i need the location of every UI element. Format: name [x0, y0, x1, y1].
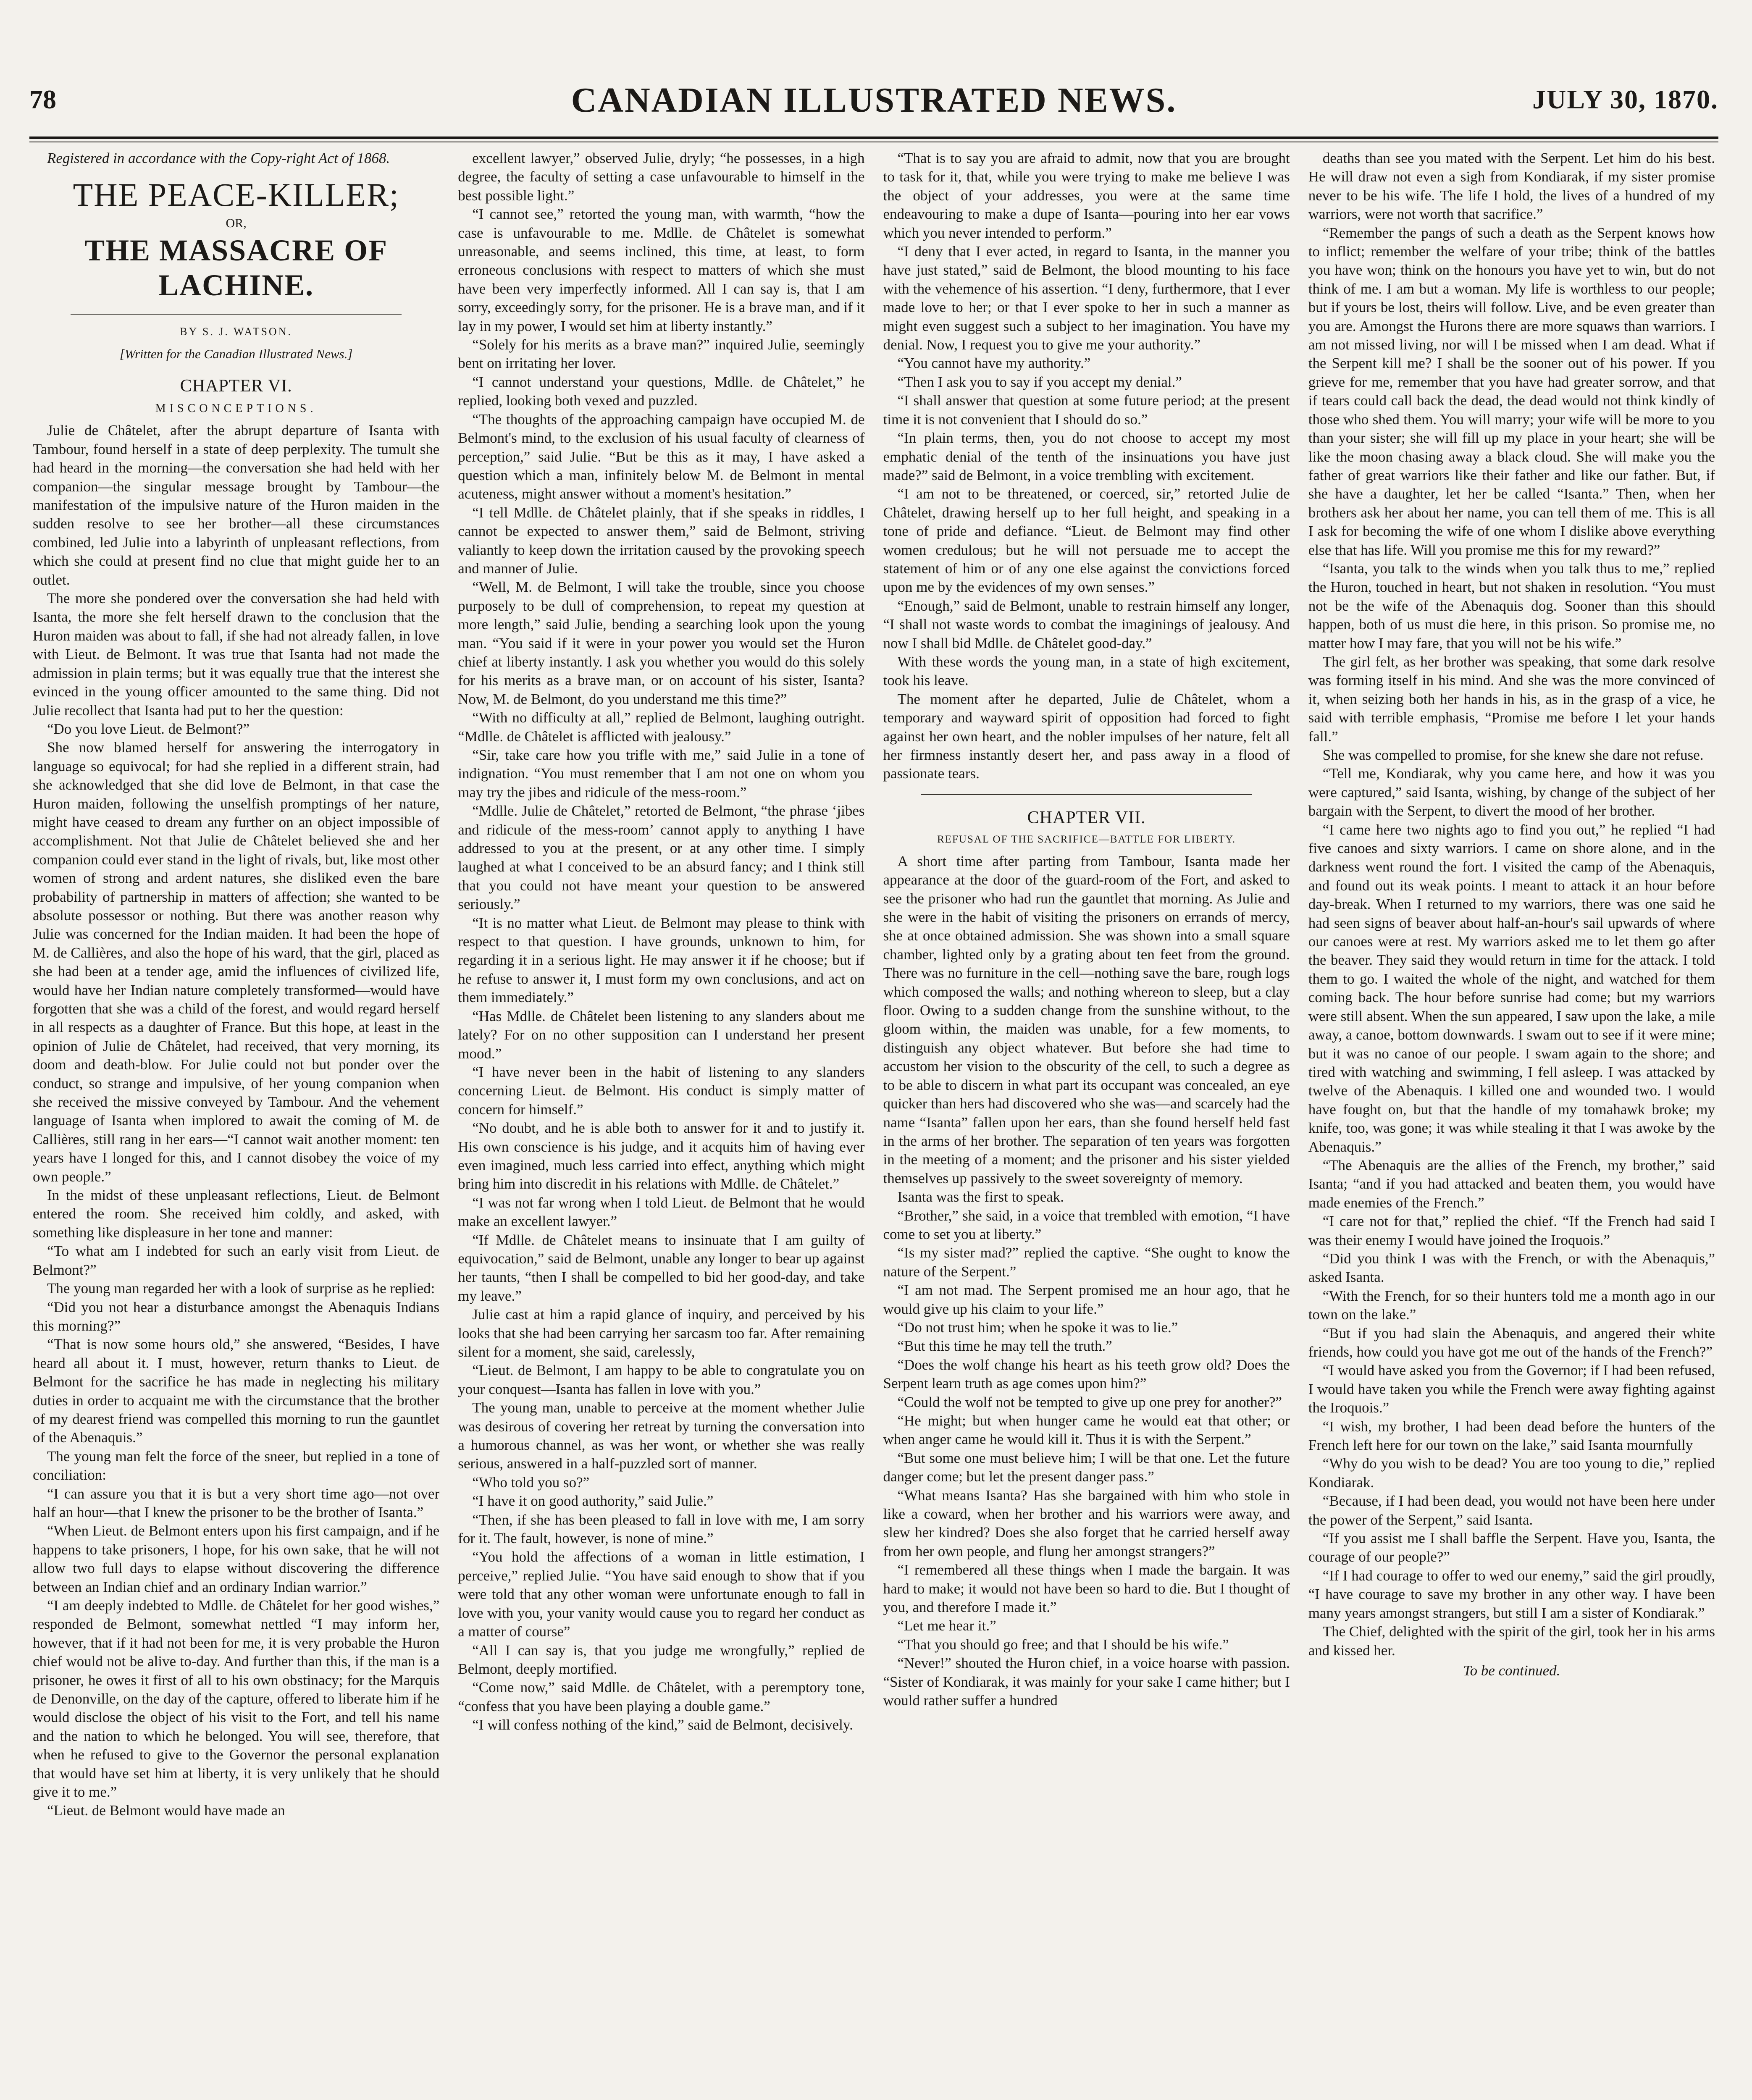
paragraph: “You hold the affections of a woman in little estimation, I perceive,” replied Julie. “You have said enough to show that if you were told that any other woman were unfortunate enough to fall in love with you, your vanity would cause you to regard her conduct as a matter of course” [458, 1549, 865, 1640]
paragraph: She was compelled to promise, for she knew she dare not refuse. [1322, 747, 1704, 763]
paragraph: “I wish, my brother, I had been dead before the hunters of the French left here for our town on the lake,” said Isanta mournfully [1308, 1418, 1715, 1454]
paragraph: “I will confess nothing of the kind,” said de Belmont, decisively. [472, 1717, 853, 1733]
masthead [29, 71, 1718, 134]
paragraph: Julie de Châtelet, after the abrupt departure of Isanta with Tambour, found herself in a state of deep perplexity. The tumult she had heard in the morning—the conversation she had held with her companion—the singular message brought by Tambour—the manifestation of the impulsive nature of the Huron maiden in the sudden resolve to see her brother—all these circumstances combined, led Julie into a labyrinth of unpleasant reflections, from which she could at present find no clue that might guide her to an outlet. [33, 422, 440, 588]
paragraph: The girl felt, as her brother was speaking, that some dark resolve was forming itself in his mind. And she was the more convinced of it, when seizing both her hands in his, as in the grasp of a vice, he said with terrible emphasis, “Promise me before I let your hands fall.” [1308, 653, 1715, 745]
paragraph: “Lieut. de Belmont, I am happy to be able to congratulate you on your conquest—Isanta has fallen in love with you.” [458, 1362, 865, 1397]
paragraph: “Do you love Lieut. de Belmont?” [47, 720, 250, 737]
paragraph: “Well, M. de Belmont, I will take the trouble, since you choose purposely to be dull of comprehension, to repeat my question at more length,” said Julie, bending a searching look upon the young man. “You said if it were in your power you would set the Huron chief at liberty instantly. I ask you whether you would do this solely for his merits as a brave man, or on account of his sister, Isanta? Now, M. de Belmont, do you understand me this time?” [458, 579, 865, 707]
newspaper-title: CANADIAN ILLUSTRATED NEWS. [571, 81, 1177, 120]
paragraph: “You cannot have my authority.” [897, 355, 1091, 372]
page-number: 78 [29, 84, 56, 114]
paragraph: “That you should go free; and that I should be his wife.” [897, 1636, 1229, 1653]
paragraph: “But if you had slain the Abenaquis, and angered their white friends, how could you have got me out of the hands of the French?” [1308, 1325, 1715, 1360]
paragraph: “Tell me, Kondiarak, why you came here, and how it was you were captured,” said Isanta, wishing, by change of the subject of her bargain with the Serpent, to divert the mood of her brother. [1308, 765, 1715, 819]
paragraph: “Has Mdlle. de Châtelet been listening to any slanders about me lately? For on no other supposition can I understand her present mood.” [458, 1008, 865, 1062]
paragraph: “Remember the pangs of such a death as the Serpent knows how to inflict; remember the welfare of your tribe; think of the battles you have won; think on the honours you have yet to win, but do not think of me. I am but a woman. My life is worthless to our people; but if yours be lost, theirs will follow. Live, and be even greater than you are. Amongst the Hurons there are more squaws than warriors. I am not missed living, nor will I be missed when I am dead. What if the Serpent kill me? I shall be the sooner out of his power. If you grieve for me, remember that you have had greater sorrow, and that if tears could call back the dead, the dead would not think kindly of those who shed them. You will marry; your wife will be more to you than your sister; she will fill up my place in your heart; she will be like the moon chasing away a black cloud. She will make you the father of great warriors like their father and like our father. But, if she have a daughter, let her be called “Isanta.” Then, when her brothers ask her about her name, you can tell them of me. This is all I ask for becoming the wife of one whom I dislike above everything else that has life. Will you promise me this for my reward?” [1308, 224, 1715, 558]
column-3 [880, 149, 1293, 2100]
paragraph: “Never!” shouted the Huron chief, in a voice hoarse with passion. “Sister of Kondiarak, it was mainly for your sake I came hither; but I would rather suffer a hundred [883, 1655, 1290, 1709]
paragraph: “It is no matter what Lieut. de Belmont may please to think with respect to that question. I have grounds, unknown to him, for regarding it in a serious light. He may answer it if he choose; but if he refuse to answer it, I must form my own conclusions, and act on them immediately.” [458, 914, 865, 1006]
paragraph: “I cannot understand your questions, Mdlle. de Châtelet,” he replied, looking both vexed and puzzled. [458, 373, 865, 409]
paragraph: “I remembered all these things when I made the bargain. It was hard to make; it would not have been so hard to die. But I thought of you, and therefore I made it.” [883, 1562, 1290, 1616]
paragraph: “What means Isanta? Has she bargained with him who stole in like a coward, when her brother and his warriors were away, and slew her kindred? Does she also forget that he carried herself away from her own people, and flung her amongst strangers?” [883, 1487, 1290, 1559]
article-columns [29, 149, 1718, 2100]
paragraph: “That is now some hours old,” she answered, “Besides, I have heard all about it. I must, however, return thanks to Lieut. de Belmont for the sacrifice he has made in neglecting his military duties in order to acquaint me with the circumstance that the brother of my dearest friend was compelled this morning to run the gauntlet of the Abenaquis.” [33, 1336, 440, 1446]
paragraph: “I came here two nights ago to find you out,” he replied “I had five canoes and sixty warriors. I came on shore alone, and in the darkness went round the fort. I visited the camp of the Abenaquis, and found out its weak points. I meant to attack it an hour before day-break. When I returned to my warriors, there was one said he had seen signs of beaver about half-an-hour's sail upwards of where our canoes were at rest. My warriors asked me to let them go after the beaver. They said they would return in time for the attack. I told them to go. I waited the whole of the night, and watched for them coming back. The hour before sunrise had come; but my warriors were still absent. When the sun appeared, I saw upon the lake, a mile away, a canoe, bottom downwards. I swam out to see if it were mine; but it was no canoe of our people. I swam again to the shore; and tired with watching and swimming, I fell asleep. I was attacked by twelve of the Abenaquis. I killed one and wounded two. I would have fought on, but that the handle of my tomahawk broke; my knife, too, was gone; it was while stealing it that I was awoke by the Abenaquis.” [1308, 821, 1715, 1155]
paragraph: “Did you think I was with the French, or with the Abenaquis,” asked Isanta. [1308, 1250, 1715, 1286]
paragraph: “I care not for that,” replied the chief. “If the French had said I was their enemy I would have joined the Iroquois.” [1308, 1213, 1715, 1248]
paragraph: “Did you not hear a disturbance amongst the Abenaquis Indians this morning?” [33, 1299, 440, 1334]
paragraph: “Then I ask you to say if you accept my denial.” [897, 373, 1182, 390]
paragraph: The more she pondered over the conversation she had held with Isanta, the more she felt herself drawn to the conclusion that the Huron maiden was about to fall, if she had not already fallen, in love with Lieut. de Belmont. It was true that Isanta had not made the admission in plain terms; but it was equally true that the interest she evinced in the young officer amounted to the same thing. Did not Julie recollect that Isanta had put to her the question: [33, 590, 440, 719]
paragraph: “With no difficulty at all,” replied de Belmont, laughing outright. “Mdlle. de Châtelet is afflicted with jealousy.” [458, 709, 865, 745]
paragraph: The young man felt the force of the sneer, but replied in a tone of conciliation: [33, 1448, 440, 1483]
paragraph: “I tell Mdlle. de Châtelet plainly, that if she speaks in riddles, I cannot be expected to answer them,” said de Belmont, striving valiantly to keep down the irritation caused by the provoking speech and manner of Julie. [458, 504, 865, 577]
paragraph: She now blamed herself for answering the interrogatory in language so equivocal; for had she replied in a different strain, had she acknowledged that she did love de Belmont, in that case the Huron maiden, following the unselfish promptings of her nature, might have ceased to dream any further on an object impossible of accomplishment. Not that Julie de Châtelet believed she and her companion could ever stand in the light of rivals, but, like most other women of strong and ardent natures, she disliked even the bare probability of partnership in matters of affection; she wanted to be absolute possessor or nothing. But there was another reason why Julie was concerned for the Indian maiden. It had been the hope of M. de Callières, and also the hope of his ward, that the girl, placed as she had been at a tender age, amid the influences of civilized life, would have her Indian nature completely transformed—would have forgotten that she was a child of the forest, and would regard herself in all respects as a daughter of France. But this hope, at least in the opinion of Julie de Châtelet, had received, that very morning, its doom and death-blow. For Julie could not but ponder over the conduct, so strange and impulsive, of her young companion when she received the missive conveyed by Tambour. And the vehement language of Isanta when implored to await the coming of M. de Callières, still rang in her ears—“I cannot wait another moment: ten years have I longed for this, and I cannot disobey the voice of my own people.” [33, 739, 440, 1185]
paragraph: The young man, unable to perceive at the moment whether Julie was desirous of covering her retreat by turning the conversation into a humorous channel, as was her wont, or whether she was really serious, answered in a half-puzzled sort of manner. [458, 1399, 865, 1472]
story-title: THE PEACE-KILLER; [73, 176, 399, 213]
paragraph: With these words the young man, in a state of high excitement, took his leave. [883, 653, 1290, 689]
paragraph: “He might; but when hunger came he would eat that other; or when anger came he would kill it. Thus it is with the Serpent.” [883, 1412, 1290, 1448]
paragraph: “I would have asked you from the Governor; if I had been refused, I would have taken you while the French were away fighting against the Iroquois.” [1308, 1362, 1715, 1416]
paragraph: “That is to say you are afraid to admit, now that you are brought to task for it, that, while you were trying to make me believe I was the object of your addresses, you were at the same time endeavouring to make a dupe of Isanta—pouring into her ear vows which you never intended to perform.” [883, 150, 1290, 241]
paragraph: “With the French, for so their hunters told me a month ago in our town on the lake.” [1308, 1287, 1715, 1323]
paragraph: “I am deeply indebted to Mdlle. de Châtelet for her good wishes,” responded de Belmont, somewhat nettled “I may inform her, however, that if it had not been for me, it is very probable the Huron chief would not be alive to-day. And further than this, if the man is a prisoner, he owes it first of all to his own obstinacy; for the Marquis de Denonville, on the day of the capture, offered to liberate him if he would disclose the object of his visit to the Fort, and tell his name and the nation to which he belonged. You will see, therefore, that when he refused to give to the Governor the personal explanation that would have set him at liberty, it is very unlikely that he should give it to me.” [33, 1597, 440, 1801]
paragraph: “When Lieut. de Belmont enters upon his first campaign, and if he happens to take prisoners, I hope, for his own sake, that he will not allow two full days to elapse without discovering the difference between an Indian chief and an ordinary Indian warrior.” [33, 1522, 440, 1595]
paragraph: “I cannot see,” retorted the young man, with warmth, “how the case is unfavourable to me. Mdlle. de Châtelet is somewhat unreasonable, and seems inclined, this time, at least, to form erroneous conclusions with respect to matters of which she must have been very imperfectly informed. All I can say is, that I am sorry, exceedingly sorry, for the prisoner. He is a brave man, and if it lay in my power, I would set him at liberty instantly.” [458, 206, 865, 334]
chapter-heading: CHAPTER VII. [1027, 808, 1146, 827]
issue-date: JULY 30, 1870. [1532, 84, 1718, 114]
paragraph: “If you assist me I shall baffle the Serpent. Have you, Isanta, the courage of our people?” [1308, 1530, 1715, 1565]
paragraph: “Then, if she has been pleased to fall in love with me, I am sorry for it. The fault, however, is none of mine.” [458, 1511, 865, 1547]
paragraph: “I can assure you that it is but a very short time ago—not over half an hour—that I knew the prisoner to be the brother of Isanta.” [33, 1485, 440, 1520]
paragraph: “Does the wolf change his heart as his teeth grow old? Does the Serpent learn truth as age comes upon him?” [883, 1356, 1290, 1392]
byline: BY S. J. WATSON. [180, 326, 292, 338]
paragraph: “The thoughts of the approaching campaign have occupied M. de Belmont's mind, to the exclusion of his usual faculty of clearness of perception,” said Julie. “But be this as it may, I have asked a question which a man, infinitely below M. de Belmont in mental acuteness, might answer without a moment's hesitation.” [458, 411, 865, 502]
paragraph: “Solely for his merits as a brave man?” inquired Julie, seemingly bent on irritating her lover. [458, 336, 865, 372]
paragraph: “Mdlle. Julie de Châtelet,” retorted de Belmont, “the phrase ‘jibes and ridicule of the mess-room’ cannot apply to anything I have addressed to you at the present, or at any other time. I simply laughed at what I conceived to be an absurd fancy; and I think still that you could not have meant your question to be answered seriously.” [458, 803, 865, 913]
paragraph: “Enough,” said de Belmont, unable to restrain himself any longer, “I shall not waste words to combat the imaginings of jealousy. And now I shall bid Mdlle. de Châtelet good-day.” [883, 597, 1290, 651]
paragraph: A short time after parting from Tambour, Isanta made her appearance at the door of the guard-room of the Fort, and asked to see the prisoner who had run the gauntlet that morning. As Julie and she were in the habit of visiting the prisoners on errands of mercy, she at once obtained admission. She was shown into a small square chamber, lighted only by a grating about ten feet from the ground. There was no furniture in the cell—nothing save the bare, rough logs which composed the walls; and nothing whereon to sleep, but a clay floor. Owing to a sudden change from the sunshine without, to the gloom within, the maiden was unable, for a few moments, to distinguish any object whatever. But before she had time to accustom her vision to the obscurity of the cell, to such a degree as to be able to discern in what part its occupant was concealed, an eye quicker than hers had discovered who she was—and scarcely had the name “Isanta” fallen upon her ears, than she found herself held fast in the arms of her brother. The separation of ten years was forgotten in the meeting of a moment; and the prisoner and his sister yielded themselves up passively to the sweet sovereignty of memory. [883, 853, 1290, 1186]
paragraph: “Could the wolf not be tempted to give up one prey for another?” [897, 1394, 1282, 1410]
paragraph: “Who told you so?” [472, 1474, 590, 1491]
column-1 [29, 149, 443, 2100]
chapter-subheading: MISCONCEPTIONS. [155, 402, 317, 415]
column-2 [454, 149, 868, 2100]
to-be-continued: To be continued. [1463, 1662, 1560, 1679]
paragraph: “Is my sister mad?” replied the captive. “She ought to know the nature of the Serpent.” [883, 1244, 1290, 1280]
paragraph: “Do not trust him; when he spoke it was to lie.” [897, 1319, 1178, 1336]
registration-note: Registered in accordance with the Copy-right Act of 1868. [47, 150, 390, 166]
paragraph: excellent lawyer,” observed Julie, dryly; “he possesses, in a high degree, the faculty of setting a case unfavourable to himself in the best possible light.” [458, 150, 865, 204]
paragraph: “I shall answer that question at some future period; at the present time it is not convenient that I should do so.” [883, 392, 1290, 428]
paragraph: “I am not mad. The Serpent promised me an hour ago, that he would give up his claim to your life.” [883, 1282, 1290, 1317]
column-4 [1305, 149, 1718, 2100]
paragraph: “I am not to be threatened, or coerced, sir,” retorted Julie de Châtelet, drawing herself up to her full height, and speaking in a tone of pride and defiance. “Lieut. de Belmont may find other women credulous; but he will not persuade me to accept the statement of him or of any one else against the convictions forced upon me by the evidences of my own senses.” [883, 486, 1290, 596]
header-rule [29, 136, 1718, 139]
paragraph: “Come now,” said Mdlle. de Châtelet, with a peremptory tone, “confess that you have been playing a double game.” [458, 1679, 865, 1714]
paragraph: “But this time he may tell the truth.” [897, 1338, 1112, 1354]
paragraph: “I have never been in the habit of listening to any slanders concerning Lieut. de Belmont. His conduct is simply matter of concern for himself.” [458, 1063, 865, 1118]
paragraph: “Brother,” she said, in a voice that trembled with emotion, “I have come to set you at liberty.” [883, 1207, 1290, 1242]
story-subtitle: THE MASSACRE OF LACHINE. [84, 234, 388, 302]
paragraph: “I was not far wrong when I told Lieut. de Belmont that he would make an excellent lawyer.” [458, 1194, 865, 1230]
written-for-note: [Written for the Canadian Illustrated News.] [119, 346, 353, 362]
paragraph: “I have it on good authority,” said Julie.” [472, 1493, 714, 1509]
paragraph: Isanta was the first to speak. [897, 1189, 1064, 1205]
chapter-divider [921, 794, 1252, 795]
paragraph: “Lieut. de Belmont would have made an [47, 1802, 285, 1819]
paragraph: The Chief, delighted with the spirit of the girl, took her in his arms and kissed her. [1308, 1623, 1715, 1659]
paragraph: In the midst of these unpleasant reflections, Lieut. de Belmont entered the room. She received him coldly, and asked, with something like displeasure in her tone and manner: [33, 1187, 440, 1241]
paragraph: “To what am I indebted for such an early visit from Lieut. de Belmont?” [33, 1243, 440, 1278]
paragraph: “Isanta, you talk to the winds when you talk thus to me,” replied the Huron, touched in heart, but not shaken in resolution. “You must not be the wife of the Abenaquis dog. Sooner than this should happen, both of us must die here, in this prison. So promise me, no matter how I may fare, that you will not be his wife.” [1308, 560, 1715, 651]
chapter-heading: CHAPTER VI. [180, 376, 292, 396]
paragraph: “If Mdlle. de Châtelet means to insinuate that I am guilty of equivocation,” said de Belmont, unable any longer to bear up against her taunts, “then I shall be compelled to bid her good-day, and take my leave.” [458, 1231, 865, 1304]
paragraph: The moment after he departed, Julie de Châtelet, whom a temporary and wayward spirit of opposition had forced to fight against her own heart, and the nobler impulses of her nature, felt all her firmness instantly desert her, and pass away in a flood of passionate tears. [883, 690, 1290, 782]
paragraph: “All I can say is, that you judge me wrongfully,” replied de Belmont, deeply mortified. [458, 1642, 865, 1677]
paragraph: “I deny that I ever acted, in regard to Isanta, in the manner you have just stated,” said de Belmont, the blood mounting to his face with the vehemence of his assertion. “I deny, furthermore, that I ever made love to her; or that I ever spoke to her in such a manner as might even suggest such a subject to her imagination. You have my denial. Now, I request you to give me your authority.” [883, 243, 1290, 353]
paragraph: “Let me hear it.” [897, 1617, 996, 1634]
paragraph: The young man regarded her with a look of surprise as he replied: [47, 1280, 435, 1297]
paragraph: “But some one must believe him; I will be that one. Let the future danger come; but let the present danger pass.” [883, 1449, 1290, 1485]
title-divider [71, 314, 402, 315]
story-title-or: OR, [226, 216, 247, 231]
paragraph: “Because, if I had been dead, you would not have been here under the power of the Serpent,” said Isanta. [1308, 1493, 1715, 1528]
paragraph: deaths than see you mated with the Serpent. Let him do his best. He will draw not even a sigh from Kondiarak, if my sister promise never to be his wife. The life I hold, the lives of a hundred of my warriors, were not worth that sacrifice.” [1308, 150, 1715, 223]
paragraph: “The Abenaquis are the allies of the French, my brother,” said Isanta; “and if you had attacked and beaten them, you would have made enemies of the French.” [1308, 1157, 1715, 1211]
paragraph: “If I had courage to offer to wed our enemy,” said the girl proudly, “I have courage to save my brother in any other way. I have been many years amongst strangers, but still I am a sister of Kondiarak.” [1308, 1567, 1715, 1621]
paragraph: “Why do you wish to be dead? You are too young to die,” replied Kondiarak. [1308, 1455, 1715, 1491]
paragraph: “No doubt, and he is able both to answer for it and to justify it. His own conscience is his judge, and it acquits him of having ever even imagined, much less carried into effect, anything which might bring him into discredit in his relations with Mdlle. de Châtelet.” [458, 1120, 865, 1192]
paragraph: “Sir, take care how you trifle with me,” said Julie in a tone of indignation. “You must remember that I am not one on whom you may try the jibes and ridicule of the mess-room.” [458, 747, 865, 801]
chapter-subheading: REFUSAL OF THE SACRIFICE—BATTLE FOR LIBERTY. [937, 833, 1236, 845]
paragraph: Julie cast at him a rapid glance of inquiry, and perceived by his looks that she had been carrying her sarcasm too far. After remaining silent for a moment, she said, carelessly, [458, 1306, 865, 1360]
paragraph: “In plain terms, then, you do not choose to accept my most emphatic denial of the tenth of the insinuations you have just made?” said de Belmont, in a voice trembling with excitement. [883, 430, 1290, 483]
